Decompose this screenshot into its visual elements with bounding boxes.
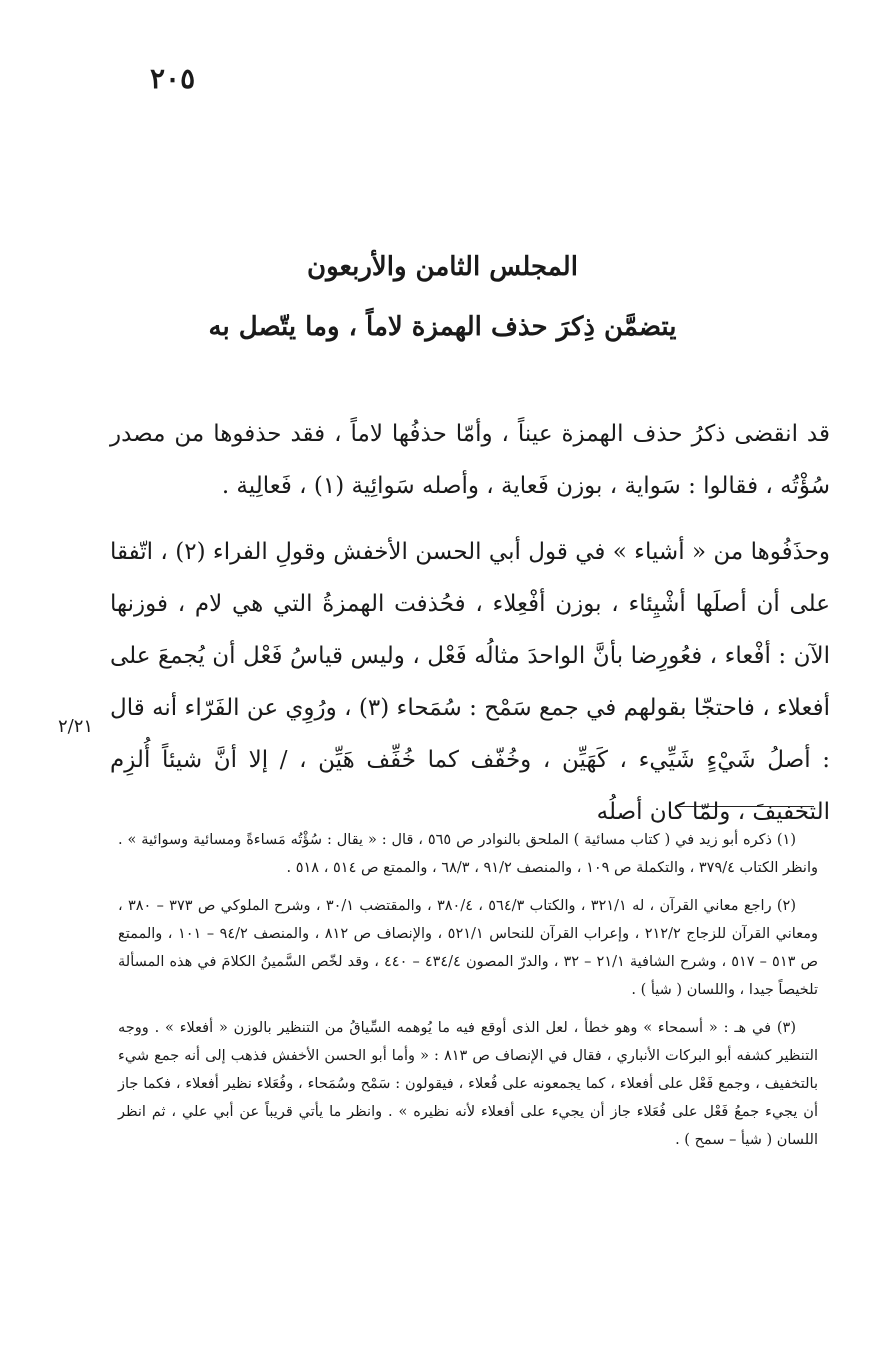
paragraph: قد انقضى ذكرُ حذف الهمزة عيناً ، وأمّا حذفُها لاماً ، فقد حذفوها من مصدر سُؤْتُه ، فقالوا : سَواية ، بوزن فَعاية ، وأصله سَوائِية (١) ، فَعالِية . xyxy=(110,421,830,499)
margin-reference: ٢/٢١ xyxy=(58,716,94,737)
main-text xyxy=(110,408,830,838)
chapter-title: المجلس الثامن والأربعون xyxy=(307,252,578,282)
paragraph: وحذَفُوها من « أشياء » في قول أبي الحسن الأخفش وقولِ الفراء (٢) ، اتّفقا على أن أصلَها أشْيِئاء ، بوزن أفْعِلاء ، فحُذفت الهمزةُ التي هي لام ، فوزنها الآن : أفْعاء ، فعُورِضا بأنَّ الواحدَ مثالُه فَعْل ، وليس قياسُ فَعْل أن يُجمعَ على أفعلاء ، فاحتجّا بقولهم في جمع سَمْح : سُمَحاء (٣) ، ورُوِي عن الفَرّاء أنه قال : أصلُ شَيْءٍ شَيِّيء ، كَهَيِّن ، وخُفّف كما خُفِّف هَيِّن ، / إلا أنَّ شيئاً أُلزِم التخفيفَ ، ولمّا كان أصلُه xyxy=(110,539,830,825)
footnotes xyxy=(118,826,818,1164)
footnote: (١) ذكره أبو زيد في ( كتاب مسائية ) الملحق بالنوادر ص ٥٦٥ ، قال : « يقال : سُؤْتُه مَساءةً ومسائية وسوائية » . وانظر الكتاب ٣٧٩/٤ ، والتكملة ص ١٠٩ ، والمنصف ٩١/٢ ، ٦٨/٣ ، والممتع ص ٥١٤ ، ٥١٨ . xyxy=(118,832,818,876)
page-number: ٢٠٥ xyxy=(150,62,196,95)
footnote-divider xyxy=(676,806,814,807)
footnote: (٣) في هـ : « أسمحاء » وهو خطأ ، لعل الذى أوقع فيه ما يُوهمه السِّياقُ من التنظير بالوزن « أفعلاء » . ووجه التنظير كشفه أبو البركات الأنباري ، فقال في الإنصاف ص ٨١٣ : « وأما أبو الحسن الأخفش فذهب إلى أنه جمع شيء بالتخفيف ، وجمع فَعْل على أفعلاء ، كما يجمعونه على فُعلاء ، فيقولون : سَمْح وسُمَحاء ، وفُعَلاء نظير أفعلاء ، فكما جاز أن يجيء جمعُ فَعْل على فُعَلاء جاز أن يجيء على أفعلاء لأنه نظيره » . وانظر ما يأتي قريباً عن أبي علي ، ثم انظر اللسان ( شيأ – سمح ) . xyxy=(118,1020,818,1148)
footnote: (٢) راجع معاني القرآن ، له ٣٢١/١ ، والكتاب ٥٦٤/٣ ، ٣٨٠/٤ ، والمقتضب ٣٠/١ ، وشرح الملوكي ص ٣٧٣ – ٣٨٠ ، ومعاني القرآن للزجاج ٢١٢/٢ ، وإعراب القرآن للنحاس ٥٢١/١ ، والإنصاف ص ٨١٢ ، والمنصف ٩٤/٢ – ١٠١ ، والممتع ص ٥١٣ – ٥١٧ ، وشرح الشافية ٢١/١ – ٣٢ ، والدرّ المصون ٤٣٤/٤ – ٤٤٠ ، وقد لخّص السَّمينُ الكلامَ في هذه المسألة تلخيصاً جيدا ، واللسان ( شيأ ) . xyxy=(118,898,819,998)
chapter-subtitle: يتضمَّن ذِكرَ حذف الهمزة لاماً ، وما يتّصل به xyxy=(208,312,677,342)
